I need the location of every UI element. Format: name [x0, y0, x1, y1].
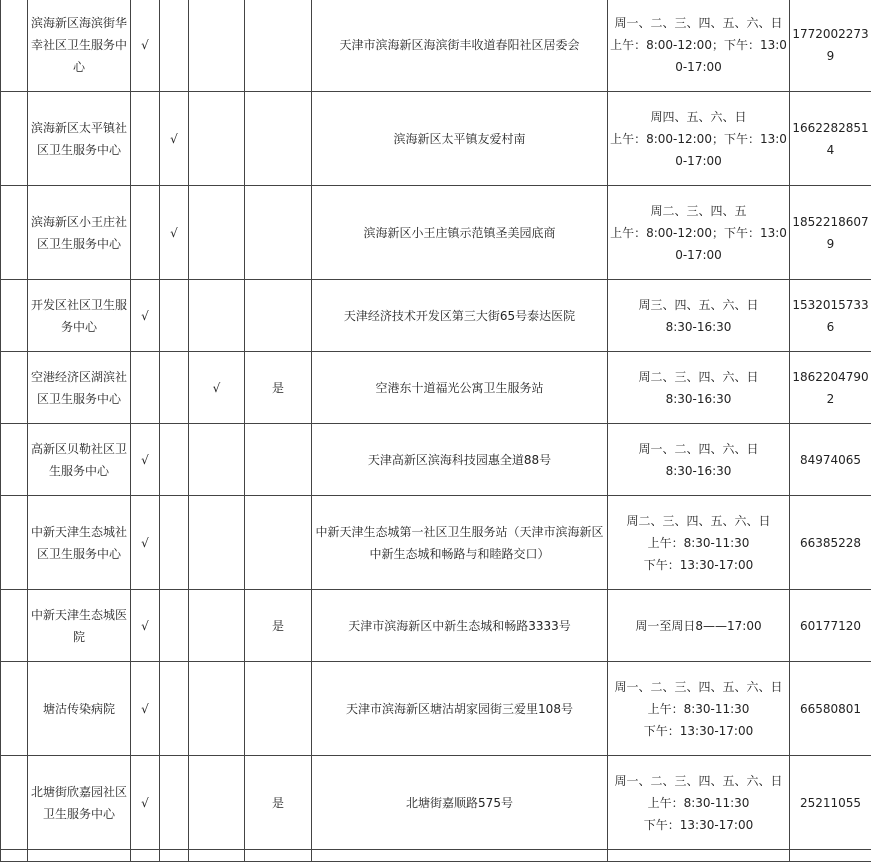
table-row	[1, 662, 871, 756]
hours-line: 上午：8:30-11:30	[610, 792, 787, 814]
address-cell: 天津经济技术开发区第三大街65号泰达医院	[312, 280, 608, 352]
hours-line: 周二、三、四、五、六、日	[610, 510, 787, 532]
hours-cell	[608, 756, 790, 850]
check-b-cell: √	[160, 186, 189, 280]
hours-line: 8:30-16:30	[610, 388, 787, 410]
phone-cell: 18622047902	[790, 352, 871, 424]
check-a-cell: √	[131, 590, 160, 662]
partial-cell	[160, 850, 189, 862]
hours-line: 上午：8:30-11:30	[610, 698, 787, 720]
address-cell: 北塘街嘉顺路575号	[312, 756, 608, 850]
check-b-cell	[160, 496, 189, 590]
check-a-cell: √	[131, 756, 160, 850]
hours-line: 上午：8:00-12:00；下午：13:00-17:00	[610, 128, 787, 172]
flag-cell	[245, 424, 312, 496]
check-b-cell	[160, 0, 189, 92]
hours-line: 上午：8:30-11:30	[610, 532, 787, 554]
hours-line: 8:30-16:30	[610, 460, 787, 482]
hours-line: 周一、二、三、四、五、六、日	[610, 12, 787, 34]
hours-cell	[608, 280, 790, 352]
flag-cell	[245, 662, 312, 756]
check-a-cell: √	[131, 496, 160, 590]
table-row	[1, 496, 871, 590]
phone-cell: 17720022739	[790, 0, 871, 92]
table-row	[1, 590, 871, 662]
check-b-cell	[160, 424, 189, 496]
table-row	[1, 352, 871, 424]
check-c-cell	[189, 424, 245, 496]
address-cell: 天津市滨海新区中新生态城和畅路3333号	[312, 590, 608, 662]
check-c-cell: √	[189, 352, 245, 424]
flag-cell	[245, 496, 312, 590]
address-cell: 天津市滨海新区塘沽胡家园街三爱里108号	[312, 662, 608, 756]
phone-cell: 18522186079	[790, 186, 871, 280]
table-row	[1, 186, 871, 280]
partial-cell	[189, 850, 245, 862]
site-name-cell: 中新天津生态城社区卫生服务中心	[28, 496, 131, 590]
check-a-cell	[131, 352, 160, 424]
address-cell: 滨海新区小王庄镇示范镇圣美园底商	[312, 186, 608, 280]
flag-cell	[245, 186, 312, 280]
flag-cell: 是	[245, 756, 312, 850]
hours-line: 周四、五、六、日	[610, 106, 787, 128]
hours-cell	[608, 352, 790, 424]
partial-cell	[312, 850, 608, 862]
site-name-cell: 高新区贝勒社区卫生服务中心	[28, 424, 131, 496]
address-cell: 滨海新区太平镇友爱村南	[312, 92, 608, 186]
check-b-cell	[160, 662, 189, 756]
partial-cell	[1, 850, 28, 862]
check-b-cell	[160, 756, 189, 850]
hours-line: 上午：8:00-12:00；下午：13:00-17:00	[610, 34, 787, 78]
hours-cell	[608, 424, 790, 496]
site-name-cell: 滨海新区海滨街华幸社区卫生服务中心	[28, 0, 131, 92]
check-b-cell	[160, 280, 189, 352]
check-c-cell	[189, 662, 245, 756]
hours-line: 下午：13:30-17:00	[610, 814, 787, 836]
check-b-cell	[160, 590, 189, 662]
phone-cell: 66580801	[790, 662, 871, 756]
site-name-cell: 滨海新区太平镇社区卫生服务中心	[28, 92, 131, 186]
phone-cell: 66385228	[790, 496, 871, 590]
check-c-cell	[189, 590, 245, 662]
partial-cell	[131, 850, 160, 862]
check-a-cell: √	[131, 662, 160, 756]
row-edge-cell	[1, 590, 28, 662]
partial-cell	[245, 850, 312, 862]
site-name-cell: 滨海新区小王庄社区卫生服务中心	[28, 186, 131, 280]
phone-cell: 16622828514	[790, 92, 871, 186]
flag-cell: 是	[245, 352, 312, 424]
hours-line: 周一、二、四、六、日	[610, 438, 787, 460]
hours-cell	[608, 92, 790, 186]
partial-cell	[28, 850, 131, 862]
row-edge-cell	[1, 496, 28, 590]
hours-line: 周一、二、三、四、五、六、日	[610, 770, 787, 792]
site-name-cell: 塘沽传染病院	[28, 662, 131, 756]
hours-line: 周一至周日8——17:00	[610, 615, 787, 637]
flag-cell: 是	[245, 590, 312, 662]
phone-cell: 84974065	[790, 424, 871, 496]
row-edge-cell	[1, 424, 28, 496]
hours-cell	[608, 662, 790, 756]
phone-cell: 25211055	[790, 756, 871, 850]
hours-line: 周三、四、五、六、日	[610, 294, 787, 316]
address-cell: 空港东十道福光公寓卫生服务站	[312, 352, 608, 424]
hours-line: 周一、二、三、四、五、六、日	[610, 676, 787, 698]
table-row	[1, 0, 871, 92]
hours-line: 周二、三、四、六、日	[610, 366, 787, 388]
check-c-cell	[189, 0, 245, 92]
row-edge-cell	[1, 352, 28, 424]
flag-cell	[245, 92, 312, 186]
table-row	[1, 92, 871, 186]
check-a-cell	[131, 92, 160, 186]
table-row	[1, 280, 871, 352]
hours-cell	[608, 186, 790, 280]
check-b-cell: √	[160, 92, 189, 186]
row-edge-cell	[1, 280, 28, 352]
check-a-cell	[131, 186, 160, 280]
check-c-cell	[189, 496, 245, 590]
partial-cell	[608, 850, 790, 862]
row-edge-cell	[1, 186, 28, 280]
address-cell: 天津市滨海新区海滨街丰收道春阳社区居委会	[312, 0, 608, 92]
hours-cell	[608, 496, 790, 590]
hours-cell	[608, 590, 790, 662]
hours-line: 上午：8:00-12:00；下午：13:00-17:00	[610, 222, 787, 266]
row-edge-cell	[1, 662, 28, 756]
check-a-cell: √	[131, 0, 160, 92]
check-c-cell	[189, 756, 245, 850]
hours-line: 下午：13:30-17:00	[610, 554, 787, 576]
hours-cell	[608, 0, 790, 92]
check-b-cell	[160, 352, 189, 424]
check-c-cell	[189, 280, 245, 352]
site-name-cell: 北塘街欣嘉园社区卫生服务中心	[28, 756, 131, 850]
row-edge-cell	[1, 756, 28, 850]
site-name-cell: 空港经济区湖滨社区卫生服务中心	[28, 352, 131, 424]
check-c-cell	[189, 186, 245, 280]
hours-line: 8:30-16:30	[610, 316, 787, 338]
check-a-cell: √	[131, 280, 160, 352]
site-name-cell: 开发区社区卫生服务中心	[28, 280, 131, 352]
table-row	[1, 756, 871, 850]
row-edge-cell	[1, 0, 28, 92]
table-row-partial	[1, 850, 871, 862]
check-c-cell	[189, 92, 245, 186]
phone-cell: 60177120	[790, 590, 871, 662]
phone-cell: 15320157336	[790, 280, 871, 352]
table-body	[1, 0, 871, 862]
hours-line: 下午：13:30-17:00	[610, 720, 787, 742]
table-row	[1, 424, 871, 496]
address-cell: 天津高新区滨海科技园惠全道88号	[312, 424, 608, 496]
site-name-cell: 中新天津生态城医院	[28, 590, 131, 662]
flag-cell	[245, 0, 312, 92]
check-a-cell: √	[131, 424, 160, 496]
partial-cell	[790, 850, 871, 862]
row-edge-cell	[1, 92, 28, 186]
hours-line: 周二、三、四、五	[610, 200, 787, 222]
address-cell: 中新天津生态城第一社区卫生服务站（天津市滨海新区中新生态城和畅路与和睦路交口）	[312, 496, 608, 590]
flag-cell	[245, 280, 312, 352]
